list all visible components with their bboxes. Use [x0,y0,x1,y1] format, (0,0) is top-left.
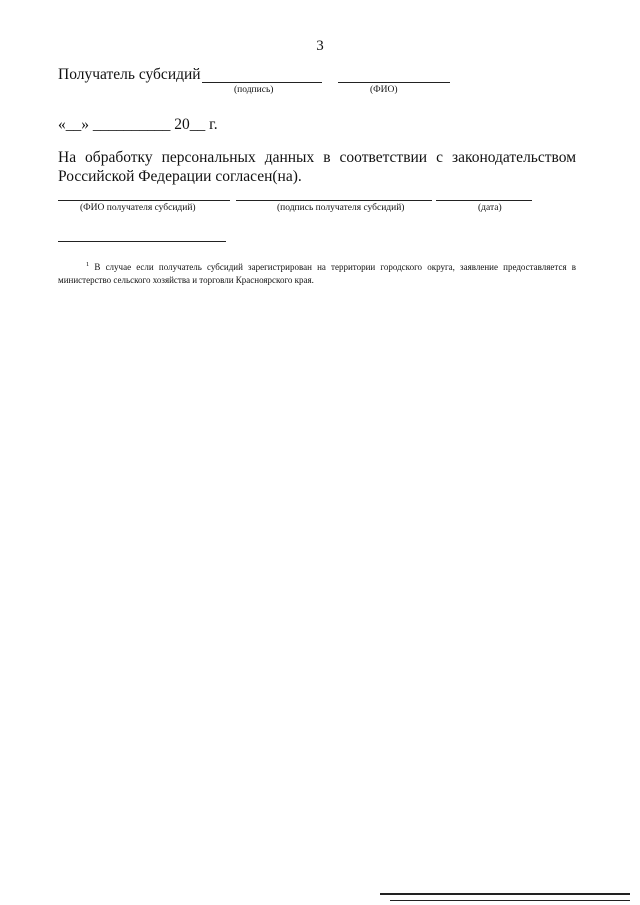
date-month-blank: __________ [92,116,171,133]
date-year-suffix: г. [205,116,218,133]
consent-date-caption: (дата) [478,203,502,213]
date-year-blank: __ [189,116,206,133]
page-number: 3 [316,38,324,54]
consent-name-line [58,200,230,201]
bottom-edge-line-lower [390,900,630,901]
recipient-label: Получатель субсидий [58,66,201,83]
consent-name-caption: (ФИО получателя субсидий) [80,203,196,213]
date-quote-close: » [81,116,89,133]
footnote-separator [58,241,226,242]
date-line [58,116,218,134]
date-year-prefix: 20 [174,116,190,133]
recipient-signature-line [202,82,322,83]
bottom-edge-line [380,893,630,895]
date-quote-open: « [58,116,66,133]
recipient-name-line [338,82,450,83]
recipient-signature-caption: (подпись) [234,85,274,95]
consent-date-line [436,200,532,201]
consent-signature-caption: (подпись получателя субсидий) [277,203,405,213]
footnote [58,258,576,287]
recipient-name-caption: (ФИО) [370,85,398,95]
footnote-marker: 1 [86,261,90,268]
footnote-text: В случае если получатель субсидий зарегистрирован на территории городского округа, заявление предоставляется в министерство сельского хозяйства и торговли Красноярского края. [58,262,576,285]
date-day-blank: __ [65,116,82,133]
consent-signature-line [236,200,432,201]
consent-text: На обработку персональных данных в соответствии с законодательством Российской Федерации согласен(на). [58,149,576,185]
